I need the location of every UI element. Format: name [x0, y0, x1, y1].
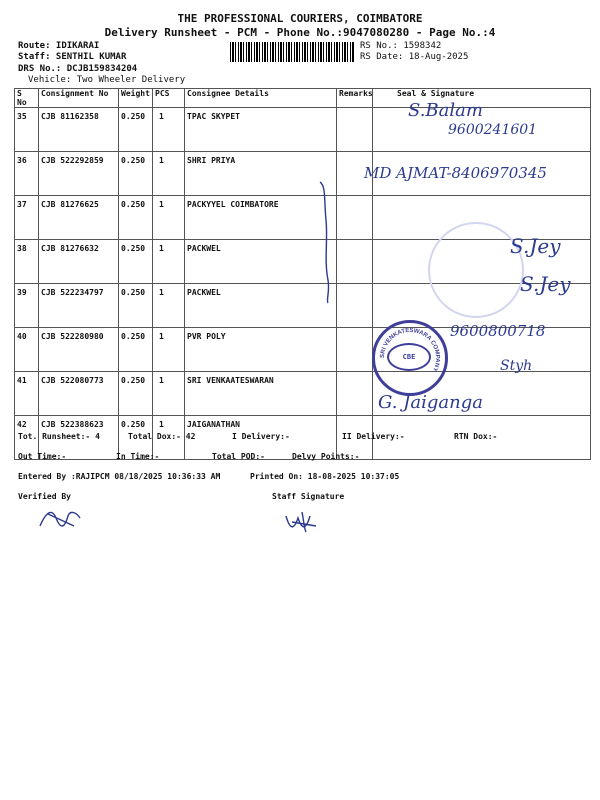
printed-on: Printed On: 18-08-2025 10:37:05 [250, 472, 400, 481]
vehicle-label: Vehicle: Two Wheeler Delivery [28, 75, 186, 85]
staff-signature [282, 506, 322, 536]
total-pod: Total POD:- [212, 452, 265, 461]
in-time: In Time:- [116, 452, 160, 461]
row-sno: 40 [15, 328, 39, 372]
col-consignment: Consignment No [39, 89, 119, 108]
rtn-dox: RTN Dox:- [454, 432, 498, 441]
row-weight: 0.250 [119, 328, 153, 372]
row-pcs: 1 [153, 328, 185, 372]
col-seal: Seal & Signature [373, 89, 591, 108]
row-sno: 35 [15, 108, 39, 152]
row-consignment: CJB 522280980 [39, 328, 119, 372]
route-label: Route: IDIKARAI [18, 41, 100, 51]
col-sno: S No [15, 89, 39, 108]
verified-by-label: Verified By [18, 492, 71, 501]
row-sno: 42 [15, 416, 39, 460]
handwritten-phone-1: 9600241601 [448, 122, 538, 138]
entered-by: Entered By :RAJIPCM 08/18/2025 10:36:33 AM [18, 472, 221, 481]
out-time: Out Time:- [18, 452, 67, 461]
row-weight: 0.250 [119, 284, 153, 328]
row-remarks [337, 328, 373, 372]
row-pcs: 1 [153, 372, 185, 416]
row-sno: 41 [15, 372, 39, 416]
row-remarks [337, 196, 373, 240]
col-remarks: Remarks [337, 89, 373, 108]
row-consignment: CJB 522234797 [39, 284, 119, 328]
tot-runsheet: Tot. Runsheet:- 4 [18, 432, 100, 441]
col-pcs: PCS [153, 89, 185, 108]
stamp-center: CBE [387, 343, 431, 371]
stamp-ring-label: SRI VENKATESWARA COMPANY [379, 327, 441, 373]
row-sno: 36 [15, 152, 39, 196]
signature-2: S.Jey [510, 234, 561, 258]
row-consignee: SRI VENKAATESWARAN [185, 372, 337, 416]
staff-signature-label: Staff Signature [272, 492, 345, 501]
row-weight: 0.250 [119, 152, 153, 196]
i-delivery: I Delivery:- [232, 432, 290, 441]
row-consignee: TPAC SKYPET [185, 108, 337, 152]
row-consignment: CJB 522292859 [39, 152, 119, 196]
row-consignee: SHRI PRIYA [185, 152, 337, 196]
runsheet-subtitle: Delivery Runsheet - PCM - Phone No.:9047080280 - Page No.:4 [104, 26, 496, 39]
handwritten-phone-2: 9600800718 [450, 322, 546, 340]
row-consignee: PVR POLY [185, 328, 337, 372]
row-consignment: CJB 81276632 [39, 240, 119, 284]
company-title: THE PROFESSIONAL COURIERS, COIMBATORE [177, 12, 423, 25]
row-weight: 0.250 [119, 108, 153, 152]
table-row [15, 372, 591, 416]
row-pcs: 1 [153, 416, 185, 460]
row-weight: 0.250 [119, 372, 153, 416]
ii-delivery: II Delivery:- [342, 432, 405, 441]
row-consignment: CJB 81162358 [39, 108, 119, 152]
row-pcs: 1 [153, 108, 185, 152]
row-weight: 0.250 [119, 196, 153, 240]
table-header-row [15, 89, 591, 108]
row-pcs: 1 [153, 196, 185, 240]
row-sno: 39 [15, 284, 39, 328]
signature-5: G. Jaiganga [378, 392, 483, 413]
row-consignment: CJB 81276625 [39, 196, 119, 240]
row-remarks [337, 240, 373, 284]
signature-4: Styh [500, 358, 533, 374]
row-sno: 38 [15, 240, 39, 284]
col-weight: Weight [119, 89, 153, 108]
rs-date: RS Date: 18-Aug-2025 [360, 52, 469, 62]
row-consignee: JAIGANATHAN [185, 416, 337, 460]
row-sno: 37 [15, 196, 39, 240]
col-consignee: Consignee Details [185, 89, 337, 108]
row-pcs: 1 [153, 240, 185, 284]
barcode [230, 42, 354, 62]
handwritten-note: MD AJMAT-8406970345 [364, 164, 547, 182]
row-consignee: PACKWEL [185, 284, 337, 328]
drs-label: DRS No.: DCJB159834204 [18, 64, 138, 74]
row-pcs: 1 [153, 284, 185, 328]
delvy-points: Delvy Points:- [292, 452, 360, 461]
row-consignment: CJB 522388623 [39, 416, 119, 460]
staff-label: Staff: SENTHIL KUMAR [18, 52, 127, 62]
row-remarks [337, 372, 373, 416]
row-weight: 0.250 [119, 416, 153, 460]
row-pcs: 1 [153, 152, 185, 196]
rs-number: RS No.: 1598342 [360, 41, 442, 51]
signature-3: S.Jey [520, 272, 571, 296]
row-weight: 0.250 [119, 240, 153, 284]
signature-1: S.Balam [408, 100, 483, 121]
scribble-mark [300, 180, 340, 305]
total-dox: Total Dox:- 42 [128, 432, 196, 441]
verified-signature [36, 504, 84, 534]
row-consignee: PACKWEL [185, 240, 337, 284]
row-consignment: CJB 522080773 [39, 372, 119, 416]
row-consignee: PACKYYEL COIMBATORE [185, 196, 337, 240]
row-remarks [337, 108, 373, 152]
row-remarks [337, 284, 373, 328]
